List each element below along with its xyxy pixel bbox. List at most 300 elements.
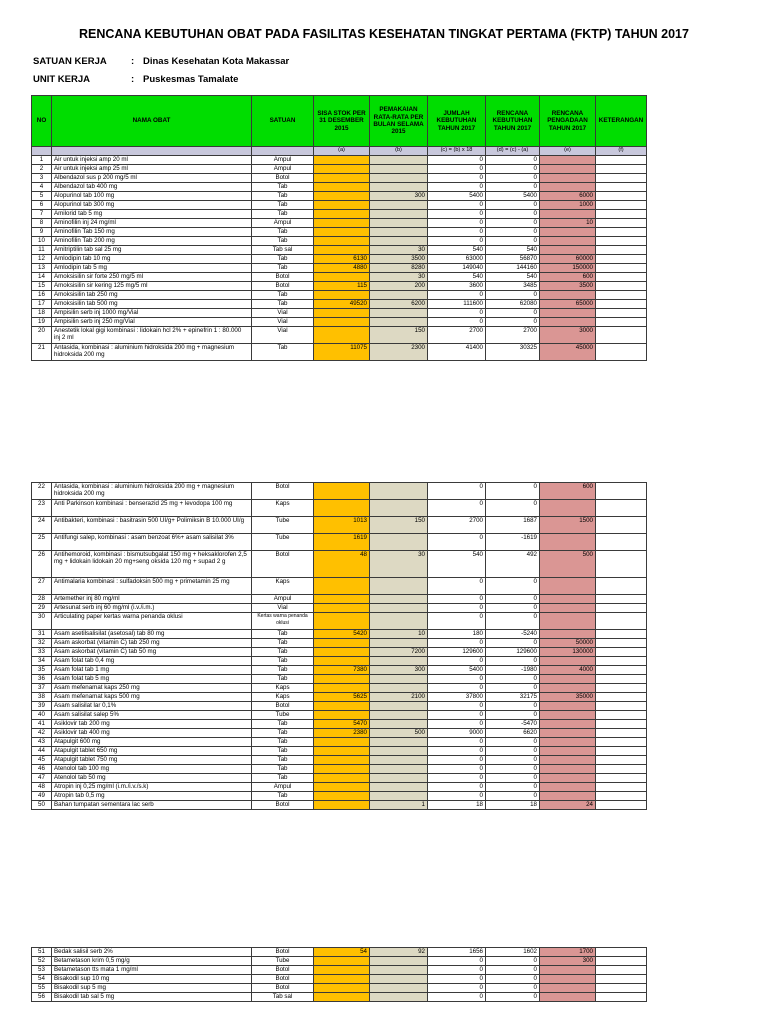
cell-no: 30 xyxy=(32,613,52,630)
cell-rencana-pengadaan: 3500 xyxy=(540,282,596,291)
cell-keterangan xyxy=(596,648,647,657)
cell-jumlah-kebutuhan: 0 xyxy=(428,183,486,192)
cell-keterangan xyxy=(596,783,647,792)
cell-sisa-stok xyxy=(314,613,370,630)
cell-rencana-pengadaan: 6000 xyxy=(540,192,596,201)
cell-pemakaian xyxy=(370,500,428,517)
cell-pemakaian xyxy=(370,984,428,993)
cell-sisa-stok xyxy=(314,702,370,711)
cell-jumlah-kebutuhan: 0 xyxy=(428,604,486,613)
cell-keterangan xyxy=(596,318,647,327)
cell-nama-obat: Amlodipin tab 5 mg xyxy=(52,264,252,273)
cell-sisa-stok xyxy=(314,273,370,282)
cell-pemakaian xyxy=(370,675,428,684)
drug-table-part-1 xyxy=(31,95,647,361)
cell-keterangan xyxy=(596,344,647,361)
cell-nama-obat: Amlodipin tab 10 mg xyxy=(52,255,252,264)
table-row xyxy=(32,657,647,666)
table-row xyxy=(32,255,647,264)
table-row xyxy=(32,756,647,765)
cell-sisa-stok xyxy=(314,309,370,318)
cell-no: 25 xyxy=(32,534,52,551)
cell-satuan: Ampul xyxy=(252,219,314,228)
cell-rencana-kebutuhan: 0 xyxy=(486,237,540,246)
cell-rencana-kebutuhan: 0 xyxy=(486,984,540,993)
cell-rencana-kebutuhan: 3485 xyxy=(486,282,540,291)
cell-sisa-stok xyxy=(314,327,370,344)
cell-sisa-stok: 5625 xyxy=(314,693,370,702)
cell-rencana-pengadaan xyxy=(540,792,596,801)
cell-no: 33 xyxy=(32,648,52,657)
cell-rencana-pengadaan: 1500 xyxy=(540,517,596,534)
drug-table-part-2 xyxy=(31,482,647,810)
table-row xyxy=(32,993,647,1002)
cell-no: 6 xyxy=(32,201,52,210)
cell-no: 29 xyxy=(32,604,52,613)
table-row xyxy=(32,500,647,517)
cell-nama-obat: Albendazol sus p 200 mg/5 ml xyxy=(52,174,252,183)
table-row xyxy=(32,291,647,300)
cell-pemakaian xyxy=(370,483,428,500)
cell-rencana-pengadaan xyxy=(540,309,596,318)
cell-satuan: Tube xyxy=(252,957,314,966)
cell-no: 46 xyxy=(32,765,52,774)
cell-keterangan xyxy=(596,774,647,783)
cell-sisa-stok: 5420 xyxy=(314,630,370,639)
cell-keterangan xyxy=(596,639,647,648)
cell-sisa-stok xyxy=(314,246,370,255)
cell-satuan: Kaps xyxy=(252,578,314,595)
cell-satuan: Tab xyxy=(252,237,314,246)
cell-nama-obat: Atenolol tab 50 mg xyxy=(52,774,252,783)
cell-jumlah-kebutuhan: 3600 xyxy=(428,282,486,291)
table-row xyxy=(32,156,647,165)
table-row xyxy=(32,219,647,228)
cell-satuan: Tab xyxy=(252,765,314,774)
table-row xyxy=(32,720,647,729)
cell-rencana-pengadaan: 300 xyxy=(540,957,596,966)
cell-sisa-stok xyxy=(314,993,370,1002)
cell-keterangan xyxy=(596,747,647,756)
cell-nama-obat: Atropin inj 0,25 mg/ml (i.m./i.v./s.k) xyxy=(52,783,252,792)
cell-satuan: Botol xyxy=(252,551,314,578)
cell-sisa-stok xyxy=(314,500,370,517)
cell-rencana-kebutuhan: 0 xyxy=(486,738,540,747)
cell-nama-obat: Antihemoroid, kombinasi : bismutsubgalat 150 mg + heksaklorofen 2,5 mg + lidokain lidokain 20 mg+seng oksida 120 mg + supad 2 g xyxy=(52,551,252,578)
cell-nama-obat: Albendazol tab 400 mg xyxy=(52,183,252,192)
cell-sisa-stok: 49520 xyxy=(314,300,370,309)
cell-satuan: Tab xyxy=(252,756,314,765)
cell-nama-obat: Anestetik lokal gigi kombinasi : lidokain hcl 2% + epinefrin 1 : 80.000 inj 2 ml xyxy=(52,327,252,344)
table-row xyxy=(32,711,647,720)
meta-key: UNIT KERJA xyxy=(33,74,91,85)
cell-rencana-kebutuhan: 0 xyxy=(486,711,540,720)
cell-rencana-pengadaan: 24 xyxy=(540,801,596,810)
meta-colon: : xyxy=(131,74,135,85)
cell-jumlah-kebutuhan: 0 xyxy=(428,966,486,975)
cell-sisa-stok: 7380 xyxy=(314,666,370,675)
cell-jumlah-kebutuhan: 0 xyxy=(428,228,486,237)
cell-rencana-pengadaan xyxy=(540,756,596,765)
cell-no: 40 xyxy=(32,711,52,720)
cell-rencana-pengadaan xyxy=(540,975,596,984)
cell-nama-obat: Asiklovir tab 200 mg xyxy=(52,720,252,729)
header-row xyxy=(32,96,647,147)
cell-no: 54 xyxy=(32,975,52,984)
cell-pemakaian: 10 xyxy=(370,630,428,639)
cell-rencana-pengadaan: 150000 xyxy=(540,264,596,273)
cell-rencana-pengadaan: 600 xyxy=(540,273,596,282)
cell-nama-obat: Asam asetilsalisilat (asetosal) tab 80 mg xyxy=(52,630,252,639)
table-row xyxy=(32,702,647,711)
cell-rencana-pengadaan: 10 xyxy=(540,219,596,228)
cell-no: 2 xyxy=(32,165,52,174)
cell-rencana-pengadaan xyxy=(540,765,596,774)
cell-nama-obat: Amoksisilin tab 500 mg xyxy=(52,300,252,309)
cell-keterangan xyxy=(596,291,647,300)
table-row xyxy=(32,300,647,309)
cell-rencana-pengadaan xyxy=(540,657,596,666)
table-row xyxy=(32,747,647,756)
table-row xyxy=(32,984,647,993)
cell-sisa-stok xyxy=(314,174,370,183)
cell-keterangan xyxy=(596,729,647,738)
cell-keterangan xyxy=(596,201,647,210)
cell-satuan: Tab xyxy=(252,210,314,219)
cell-rencana-pengadaan xyxy=(540,174,596,183)
cell-rencana-pengadaan xyxy=(540,613,596,630)
cell-jumlah-kebutuhan: 0 xyxy=(428,219,486,228)
cell-satuan: Tube xyxy=(252,534,314,551)
cell-jumlah-kebutuhan: 18 xyxy=(428,801,486,810)
cell-keterangan xyxy=(596,219,647,228)
table-row xyxy=(32,210,647,219)
cell-sisa-stok xyxy=(314,648,370,657)
cell-keterangan xyxy=(596,657,647,666)
cell-sisa-stok xyxy=(314,711,370,720)
cell-pemakaian xyxy=(370,774,428,783)
cell-jumlah-kebutuhan: 0 xyxy=(428,500,486,517)
cell-satuan: Kertas warna penanda oklusi xyxy=(252,613,314,630)
table-row xyxy=(32,517,647,534)
cell-rencana-kebutuhan: 0 xyxy=(486,500,540,517)
cell-keterangan xyxy=(596,264,647,273)
cell-satuan: Tab xyxy=(252,192,314,201)
cell-pemakaian xyxy=(370,711,428,720)
cell-keterangan xyxy=(596,255,647,264)
cell-nama-obat: Alopurinol tab 100 mg xyxy=(52,192,252,201)
cell-nama-obat: Atapulgit tablet 650 mg xyxy=(52,747,252,756)
cell-no: 7 xyxy=(32,210,52,219)
cell-rencana-kebutuhan: 1687 xyxy=(486,517,540,534)
cell-no: 41 xyxy=(32,720,52,729)
cell-keterangan xyxy=(596,738,647,747)
table-row xyxy=(32,966,647,975)
cell-pemakaian xyxy=(370,604,428,613)
cell-keterangan xyxy=(596,165,647,174)
cell-rencana-kebutuhan: 0 xyxy=(486,993,540,1002)
cell-rencana-kebutuhan: 0 xyxy=(486,228,540,237)
table-row xyxy=(32,578,647,595)
cell-pemakaian xyxy=(370,747,428,756)
cell-pemakaian xyxy=(370,738,428,747)
cell-no: 5 xyxy=(32,192,52,201)
cell-keterangan xyxy=(596,801,647,810)
cell-jumlah-kebutuhan: 9000 xyxy=(428,729,486,738)
cell-pemakaian xyxy=(370,318,428,327)
cell-rencana-pengadaan xyxy=(540,604,596,613)
cell-keterangan xyxy=(596,675,647,684)
cell-pemakaian xyxy=(370,765,428,774)
cell-nama-obat: Atenolol tab 100 mg xyxy=(52,765,252,774)
cell-rencana-kebutuhan: 0 xyxy=(486,639,540,648)
cell-pemakaian: 300 xyxy=(370,666,428,675)
cell-keterangan xyxy=(596,975,647,984)
cell-pemakaian: 200 xyxy=(370,282,428,291)
table-row xyxy=(32,666,647,675)
cell-nama-obat: Atapulgit tablet 750 mg xyxy=(52,756,252,765)
cell-no: 55 xyxy=(32,984,52,993)
cell-satuan: Vial xyxy=(252,318,314,327)
cell-sisa-stok xyxy=(314,639,370,648)
formula-row xyxy=(32,147,647,156)
table-row xyxy=(32,228,647,237)
cell-pemakaian: 30 xyxy=(370,273,428,282)
cell-rencana-pengadaan xyxy=(540,595,596,604)
cell-no: 53 xyxy=(32,966,52,975)
cell-keterangan xyxy=(596,517,647,534)
cell-nama-obat: Asam salisilat salep 5% xyxy=(52,711,252,720)
cell-keterangan xyxy=(596,604,647,613)
cell-jumlah-kebutuhan: 180 xyxy=(428,630,486,639)
cell-sisa-stok xyxy=(314,201,370,210)
cell-satuan: Botol xyxy=(252,702,314,711)
cell-keterangan xyxy=(596,237,647,246)
cell-rencana-pengadaan xyxy=(540,984,596,993)
cell-rencana-pengadaan xyxy=(540,534,596,551)
cell-rencana-kebutuhan: 0 xyxy=(486,578,540,595)
cell-no: 8 xyxy=(32,219,52,228)
cell-no: 39 xyxy=(32,702,52,711)
cell-jumlah-kebutuhan: 0 xyxy=(428,783,486,792)
table-row xyxy=(32,483,647,500)
cell-keterangan xyxy=(596,282,647,291)
cell-jumlah-kebutuhan: 0 xyxy=(428,613,486,630)
cell-jumlah-kebutuhan: 149040 xyxy=(428,264,486,273)
cell-rencana-kebutuhan: 0 xyxy=(486,975,540,984)
cell-pemakaian xyxy=(370,966,428,975)
cell-keterangan xyxy=(596,300,647,309)
cell-keterangan xyxy=(596,792,647,801)
cell-sisa-stok xyxy=(314,228,370,237)
cell-satuan: Kaps xyxy=(252,500,314,517)
cell-no: 52 xyxy=(32,957,52,966)
cell-rencana-pengadaan xyxy=(540,237,596,246)
cell-jumlah-kebutuhan: 0 xyxy=(428,595,486,604)
cell-jumlah-kebutuhan: 0 xyxy=(428,675,486,684)
cell-rencana-pengadaan xyxy=(540,738,596,747)
cell-rencana-kebutuhan: 129600 xyxy=(486,648,540,657)
meta-value: Puskesmas Tamalate xyxy=(143,74,239,85)
cell-rencana-kebutuhan: 0 xyxy=(486,219,540,228)
cell-satuan: Botol xyxy=(252,948,314,957)
table-row xyxy=(32,201,647,210)
cell-jumlah-kebutuhan: 2700 xyxy=(428,327,486,344)
table-row xyxy=(32,273,647,282)
cell-jumlah-kebutuhan: 0 xyxy=(428,774,486,783)
cell-rencana-pengadaan: 35000 xyxy=(540,693,596,702)
drug-table-part-3 xyxy=(31,947,647,1002)
cell-satuan: Tab xyxy=(252,774,314,783)
cell-rencana-pengadaan: 130000 xyxy=(540,648,596,657)
table-row xyxy=(32,684,647,693)
cell-sisa-stok xyxy=(314,192,370,201)
cell-keterangan xyxy=(596,595,647,604)
cell-rencana-kebutuhan: 144160 xyxy=(486,264,540,273)
cell-nama-obat: Amilorid tab 5 mg xyxy=(52,210,252,219)
cell-pemakaian: 2300 xyxy=(370,344,428,361)
cell-nama-obat: Bisakodil sup 5 mg xyxy=(52,984,252,993)
cell-satuan: Tube xyxy=(252,517,314,534)
cell-rencana-kebutuhan: 0 xyxy=(486,657,540,666)
cell-keterangan xyxy=(596,613,647,630)
cell-nama-obat: Alopurinol tab 300 mg xyxy=(52,201,252,210)
cell-jumlah-kebutuhan: 0 xyxy=(428,534,486,551)
cell-pemakaian xyxy=(370,210,428,219)
formula-no xyxy=(32,147,52,156)
cell-rencana-pengadaan xyxy=(540,246,596,255)
cell-rencana-pengadaan xyxy=(540,630,596,639)
cell-nama-obat: Air untuk injeksi amp 25 ml xyxy=(52,165,252,174)
cell-pemakaian xyxy=(370,183,428,192)
cell-no: 31 xyxy=(32,630,52,639)
cell-rencana-pengadaan xyxy=(540,228,596,237)
table-row xyxy=(32,551,647,578)
formula-sisa-stok: (a) xyxy=(314,147,370,156)
cell-pemakaian: 300 xyxy=(370,192,428,201)
cell-pemakaian: 7200 xyxy=(370,648,428,657)
cell-pemakaian: 2100 xyxy=(370,693,428,702)
header-no: NO xyxy=(32,96,52,147)
cell-rencana-kebutuhan: 0 xyxy=(486,483,540,500)
cell-pemakaian: 500 xyxy=(370,729,428,738)
cell-no: 32 xyxy=(32,639,52,648)
cell-rencana-kebutuhan: 0 xyxy=(486,595,540,604)
cell-rencana-kebutuhan: -5470 xyxy=(486,720,540,729)
cell-nama-obat: Atropin tab 0,5 mg xyxy=(52,792,252,801)
cell-no: 10 xyxy=(32,237,52,246)
cell-rencana-kebutuhan: 0 xyxy=(486,765,540,774)
cell-satuan: Tab xyxy=(252,264,314,273)
formula-rencana-pengadaan: (e) xyxy=(540,147,596,156)
cell-sisa-stok xyxy=(314,578,370,595)
cell-nama-obat: Aminofilin Tab 200 mg xyxy=(52,237,252,246)
cell-jumlah-kebutuhan: 5400 xyxy=(428,192,486,201)
cell-pemakaian xyxy=(370,720,428,729)
cell-jumlah-kebutuhan: 0 xyxy=(428,156,486,165)
cell-nama-obat: Aminofilin Tab 150 mg xyxy=(52,228,252,237)
cell-pemakaian: 6200 xyxy=(370,300,428,309)
cell-keterangan xyxy=(596,192,647,201)
meta-colon: : xyxy=(131,56,135,67)
cell-pemakaian: 1 xyxy=(370,801,428,810)
cell-keterangan xyxy=(596,174,647,183)
cell-keterangan xyxy=(596,500,647,517)
cell-rencana-pengadaan xyxy=(540,702,596,711)
cell-rencana-kebutuhan: 30325 xyxy=(486,344,540,361)
header-sisa-stok: SISA STOK PER 31 DESEMBER 2015 xyxy=(314,96,370,147)
cell-satuan: Tab sal xyxy=(252,246,314,255)
cell-nama-obat: Aminofilin inj 24 mg/ml xyxy=(52,219,252,228)
cell-rencana-pengadaan xyxy=(540,500,596,517)
cell-rencana-kebutuhan: 0 xyxy=(486,783,540,792)
cell-sisa-stok xyxy=(314,483,370,500)
meta-unit-kerja xyxy=(33,74,238,85)
cell-rencana-kebutuhan: 32175 xyxy=(486,693,540,702)
cell-rencana-pengadaan xyxy=(540,684,596,693)
cell-no: 37 xyxy=(32,684,52,693)
cell-satuan: Tab xyxy=(252,729,314,738)
cell-rencana-kebutuhan: 0 xyxy=(486,957,540,966)
cell-satuan: Kaps xyxy=(252,684,314,693)
cell-keterangan xyxy=(596,765,647,774)
cell-no: 49 xyxy=(32,792,52,801)
cell-no: 28 xyxy=(32,595,52,604)
cell-sisa-stok xyxy=(314,210,370,219)
header-keterangan: KETERANGAN xyxy=(596,96,647,147)
table-row xyxy=(32,675,647,684)
cell-jumlah-kebutuhan: 41400 xyxy=(428,344,486,361)
cell-pemakaian xyxy=(370,309,428,318)
cell-sisa-stok: 48 xyxy=(314,551,370,578)
cell-rencana-pengadaan: 50000 xyxy=(540,639,596,648)
cell-rencana-kebutuhan: -1619 xyxy=(486,534,540,551)
cell-no: 21 xyxy=(32,344,52,361)
cell-sisa-stok xyxy=(314,774,370,783)
cell-pemakaian: 30 xyxy=(370,551,428,578)
table-row xyxy=(32,729,647,738)
cell-keterangan xyxy=(596,273,647,282)
cell-keterangan xyxy=(596,993,647,1002)
cell-no: 9 xyxy=(32,228,52,237)
table-row xyxy=(32,693,647,702)
cell-sisa-stok: 1013 xyxy=(314,517,370,534)
cell-no: 51 xyxy=(32,948,52,957)
cell-pemakaian: 92 xyxy=(370,948,428,957)
cell-keterangan xyxy=(596,483,647,500)
cell-no: 42 xyxy=(32,729,52,738)
cell-satuan: Ampul xyxy=(252,595,314,604)
cell-satuan: Tube xyxy=(252,711,314,720)
cell-keterangan xyxy=(596,666,647,675)
table-row xyxy=(32,192,647,201)
cell-jumlah-kebutuhan: 0 xyxy=(428,210,486,219)
table-row xyxy=(32,165,647,174)
cell-jumlah-kebutuhan: 540 xyxy=(428,551,486,578)
cell-sisa-stok: 5470 xyxy=(314,720,370,729)
cell-keterangan xyxy=(596,327,647,344)
cell-satuan: Tab xyxy=(252,657,314,666)
cell-jumlah-kebutuhan: 5400 xyxy=(428,666,486,675)
cell-sisa-stok xyxy=(314,595,370,604)
cell-nama-obat: Asam folat tab 0,4 mg xyxy=(52,657,252,666)
cell-pemakaian xyxy=(370,156,428,165)
cell-jumlah-kebutuhan: 37800 xyxy=(428,693,486,702)
meta-value: Dinas Kesehatan Kota Makassar xyxy=(143,56,290,67)
cell-rencana-kebutuhan: 492 xyxy=(486,551,540,578)
table-row xyxy=(32,595,647,604)
cell-no: 26 xyxy=(32,551,52,578)
